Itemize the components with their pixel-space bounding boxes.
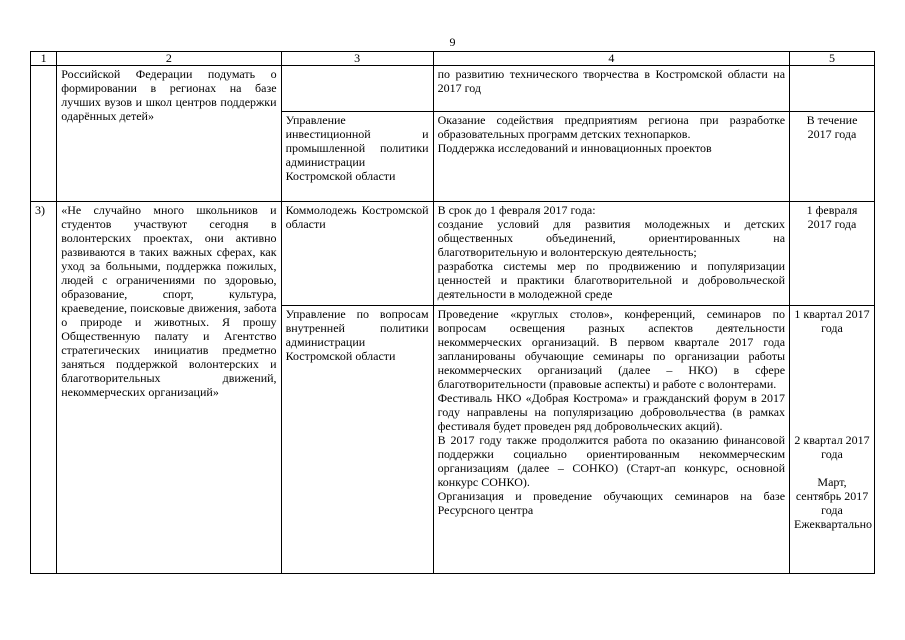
- row-number-cell: [31, 66, 57, 202]
- measure-item: Организация и проведение обучающих семинаров на базе Ресурсного центра: [437, 489, 786, 517]
- row-number-cell: 3): [31, 202, 57, 574]
- deadline-cell: В течение 2017 года: [790, 112, 875, 202]
- deadline-cell: 1 февраля 2017 года: [790, 202, 875, 306]
- deadline-cell: [790, 306, 875, 574]
- deadline-item: Ежеквартально: [794, 517, 873, 531]
- quote-cell: «Не случайно много школьников и студентов участвуют сегодня в волонтерских проектах, они активно развиваются в таких важных сферах, как уход за больными, поддержка пожилых, людей с ограничениями по здоровью, образование, спорт, культура, краеведение, поисковые движения, забота о природе и животных. Я прошу Общественную палату и Агентство стратегических инициатив предметно заняться поддержкой волонтерских и благотворительных движений, некоммерческих организаций»: [57, 202, 281, 574]
- responsible-cell: Управление инвестиционной и промышленной политики администрации Костромской области: [281, 112, 433, 202]
- deadline-item: 2 квартал 2017 года: [794, 433, 870, 461]
- measures-cell: по развитию технического творчества в Костромской области на 2017 год: [433, 66, 789, 112]
- responsible-cell: [281, 66, 433, 112]
- header-cell-1: 1: [31, 52, 57, 66]
- responsible-cell: Коммолодежь Костромской области: [281, 202, 433, 306]
- header-cell-4: 4: [433, 52, 789, 66]
- measure-line: создание условий для развития молодежных и детских общественных объединений, ориентированных на благотворительную и волонтерскую деятельность;: [437, 217, 786, 259]
- document-table: [30, 51, 875, 574]
- measure-line: В срок до 1 февраля 2017 года:: [437, 203, 596, 217]
- table-header-row: [31, 52, 875, 66]
- quote-cell: Российской Федерации подумать о формировании в регионах на базе лучших вузов и школ центров поддержки одарённых детей»: [57, 66, 281, 202]
- responsible-cell: Управление по вопросам внутренней политики администрации Костромской области: [281, 306, 433, 574]
- measures-cell: [433, 306, 789, 574]
- deadline-item: 1 квартал 2017 года: [794, 307, 870, 335]
- header-cell-3: 3: [281, 52, 433, 66]
- measure-item: В 2017 году также продолжится работа по оказанию финансовой поддержки социально ориентированным некоммерческим организациям (далее – СОНКО) (Старт-ап конкурс, основной конкурс СОНКО).: [437, 433, 786, 489]
- header-cell-2: 2: [57, 52, 281, 66]
- deadline-cell: [790, 66, 875, 112]
- measures-cell: Оказание содействия предприятиям региона при разработке образовательных программ детских технопарков. Поддержка исследований и инновационных проектов: [433, 112, 789, 202]
- table-row: [31, 66, 875, 112]
- measure-item: Фестиваль НКО «Добрая Кострома» и гражданский форум в 2017 году направлены на популяризацию добровольчества (в рамках фестиваля будет проведен ряд добровольческих акций).: [437, 391, 786, 433]
- measure-line: разработка системы мер по продвижению и популяризации ценностей и практики благотворительной и добровольческой деятельности в молодежной среде: [437, 259, 786, 301]
- table-row: [31, 202, 875, 306]
- measure-item: Проведение «круглых столов», конференций, семинаров по вопросам освещения разных аспектов деятельности некоммерческих организаций. В первом квартале 2017 года запланированы обучающие семинары по организации работы некоммерческих организаций (далее – НКО) в сфере благотворительности (правовые аспекты) и работе с волонтерами.: [437, 307, 786, 391]
- measures-cell: [433, 202, 789, 306]
- page-number: 9: [449, 35, 456, 49]
- header-cell-5: 5: [790, 52, 875, 66]
- deadline-item: Март, сентябрь 2017 года: [795, 475, 869, 517]
